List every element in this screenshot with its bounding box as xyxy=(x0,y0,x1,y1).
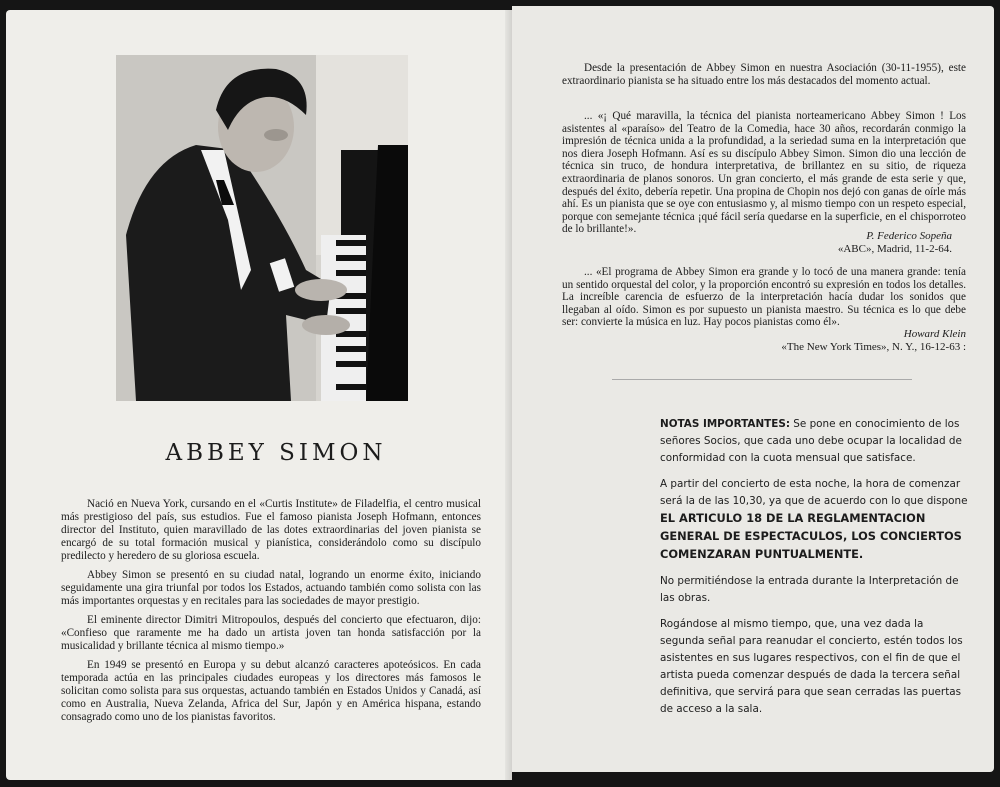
quote-author-nyt: Howard Klein xyxy=(903,328,966,340)
intro-paragraph: Desde la presentación de Abbey Simon en nuestra Asociación (30-11-1955), este extraordinario pianista se ha situado entre los más destacados del momento actual. xyxy=(562,62,966,87)
quote-author-abc: P. Federico Sopeña xyxy=(866,230,952,242)
pianist-photo xyxy=(116,55,408,401)
notes-paragraph-1: Se pone en conocimiento de los señores Socios, que cada uno debe ocupar la localidad de conformidad con la cuota mensual que satisface. xyxy=(660,418,962,464)
quote-signature-abc xyxy=(712,230,952,255)
quote-source-abc: «ABC», Madrid, 11-2-64. xyxy=(837,242,952,255)
bio-paragraph-4: En 1949 se presentó en Europa y su debut alcanzó caracteres apoteósicos. En cada temporada actúa en las principales ciudades europeas y los directores más famosos le solicitan como solista para sus orquestas, actuando también en Estados Unidos y Canadá, así como en Australia, Nueva Zelanda, Africa del Sur, Japón y en América hispana, estando consagrado como uno de los pianistas favoritos. xyxy=(61,659,481,723)
notes-paragraph-2a: A partir del concierto de esta noche, la hora de comenzar será la de las 10,30, ya que de acuerdo con lo que dispone xyxy=(660,478,968,507)
left-page xyxy=(6,10,512,780)
page-title: ABBEY SIMON xyxy=(165,440,387,466)
notes-paragraph-4: Rogándose al mismo tiempo, que, una vez dada la segunda señal para reanudar el concierto, estén todos los asistentes en sus lugares respectivos, con el fin de que el artista pueda comenzar después de dada la tercera señal definitiva, que servirá para que sean cerradas las puertas de acceso a la sala. xyxy=(660,618,963,715)
bio-paragraph-2: Abbey Simon se presentó en su ciudad natal, logrando un enorme éxito, iniciando seguidamente una gira triunfal por todos los Estados, actuando también como solista con las más importantes orquestas y en recitales para las sociedades de mayor prestigio. xyxy=(61,569,481,607)
quote-text-nyt: ... «El programa de Abbey Simon era grande y lo tocó de una manera grande: tenía un sentido orquestal del color, y la proporción encontró su expresión en todos los detalles. La increíble carencia de esfuerzo de la interpretación hacía dudar los sonidos que llegaban al oído. Simon es por supuesto un pianista maestro. Su técnica es lo que debe ser: convierte la música en luz. Hay pocos pianistas como él». xyxy=(562,266,966,329)
press-quote-nyt xyxy=(562,266,966,329)
notes-paragraph-2b: EL ARTICULO 18 DE LA REGLAMENTACION GENERAL DE ESPECTACULOS, LOS CONCIERTOS COMENZARAN PUNTUALMENTE. xyxy=(660,511,962,561)
divider-line xyxy=(612,373,912,380)
biography xyxy=(61,498,481,730)
quote-text-abc: ... «¡ Qué maravilla, la técnica del pianista norteamericano Abbey Simon ! Los asistentes al «paraíso» del Teatro de la Comedia, hace 30 años, recordarán conmigo la impresión de técnica unida a la profundidad, a la seriedad suma en la interpretación que nos diera Joseph Hofmann. Así es su discípulo Abbey Simon. Simon dio una lección de técnica sin truco, de hondura interpretativa, de brillantez en su sitio, de riqueza extraordinaria de planos sonoros. Un gran concierto, el más grande de esta serie y que, después del éxito, debería repetir. Una propina de Chopin nos dejó con ganas de oírle más ahí. Es un pianista que se oye con entusiasmo y, al mismo tiempo con un respeto especial, porque con semejante técnica ¡qué fácil sería quedarse en la superficie, en el chisporroteo de lo brillante!». xyxy=(562,110,966,236)
notes-heading: NOTAS IMPORTANTES: xyxy=(660,418,790,430)
right-page xyxy=(512,6,994,772)
intro-text xyxy=(562,62,966,87)
quote-signature-nyt xyxy=(712,328,966,353)
bio-paragraph-1: Nació en Nueva York, cursando en el «Curtis Institute» de Filadelfia, el centro musical más prestigioso del país, sus estudios. Fue el famoso pianista Joseph Hofmann, entonces director del Instituto, quien maravillado de las dotes extraordinarias del joven pianista se encargó de su total formación musical y pianística, considerándolo como su discípulo predilecto y heredero de su gloriosa escuela. xyxy=(61,498,481,562)
bio-paragraph-3: El eminente director Dimitri Mitropoulos, después del concierto que efectuaron, dijo: «Confieso que raramente me ha dado un artista joven tan honda satisfacción por la musicalidad y brillante técnica al mismo tiempo.» xyxy=(61,614,481,652)
notes-paragraph-3: No permitiéndose la entrada durante la Interpretación de las obras. xyxy=(660,575,959,604)
pianist-photo-illustration xyxy=(116,55,408,401)
press-quote-abc xyxy=(562,110,966,236)
quote-source-nyt: «The New York Times», N. Y., 16-12-63 : xyxy=(781,340,966,353)
important-notes xyxy=(660,416,968,727)
